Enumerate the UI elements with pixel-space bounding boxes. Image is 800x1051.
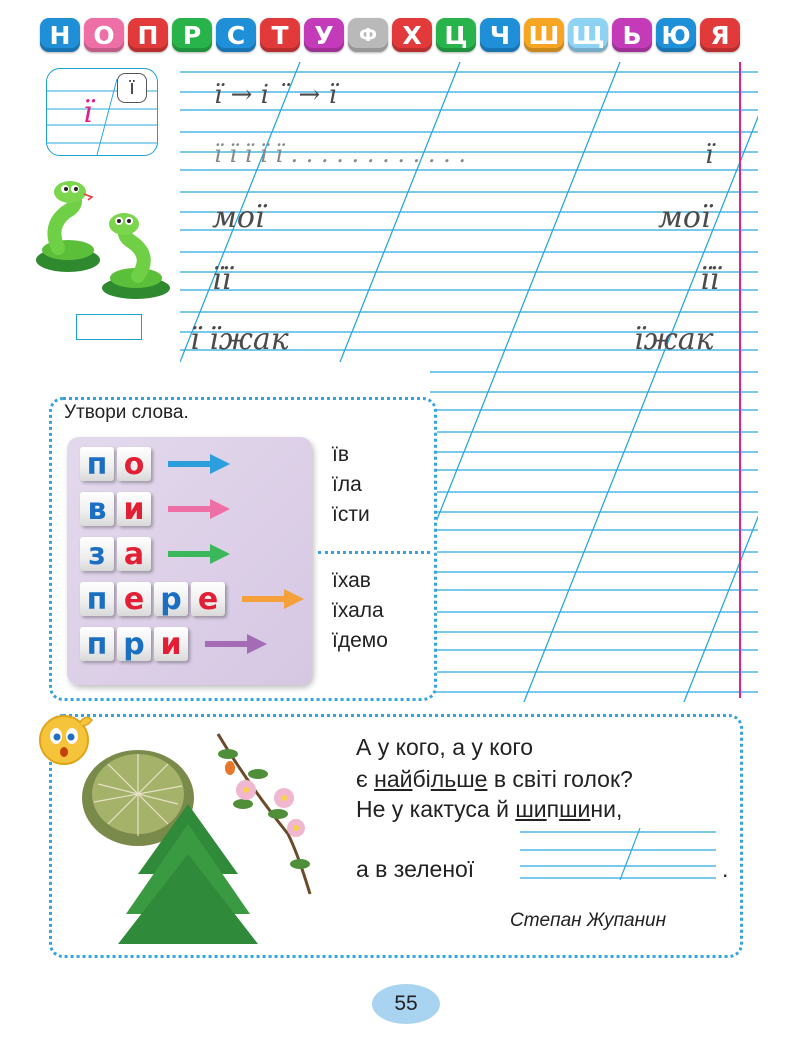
- cursive-row-3-left: мої: [212, 200, 265, 235]
- cursive-row-3-right: мої: [658, 200, 711, 235]
- word-item: їдемо: [332, 629, 388, 652]
- alphabet-tile: Т: [260, 18, 300, 52]
- alphabet-tile: Ю: [656, 18, 696, 52]
- letter-cube: а: [117, 537, 151, 571]
- sample-letter: ї: [83, 95, 93, 130]
- alphabet-tile: О: [84, 18, 124, 52]
- prefix-row: [80, 582, 304, 616]
- letter-badge: ї: [117, 73, 147, 103]
- alphabet-tile: Ь: [612, 18, 652, 52]
- alphabet-tile: Р: [172, 18, 212, 52]
- snakes-illustration: [28, 176, 178, 302]
- alphabet-tile: У: [304, 18, 344, 52]
- answer-write-lines[interactable]: [520, 828, 720, 880]
- letter-cube: р: [154, 582, 188, 616]
- letter-cube: п: [80, 582, 114, 616]
- cursive-row-1: ї → і ¨ → ї: [214, 80, 337, 110]
- cursive-row-4-right: її: [700, 262, 720, 297]
- cursive-row-4-left: її: [212, 262, 232, 297]
- cursive-row-5-right: їжак: [634, 322, 714, 357]
- cursive-row-5-left: ї їжак: [190, 322, 289, 357]
- alphabet-tile: Х: [392, 18, 432, 52]
- poem-line-1: А у кого, а у кого: [356, 734, 534, 760]
- word-item: їв: [332, 443, 349, 466]
- letter-cube: п: [80, 447, 114, 481]
- prefix-row: [80, 447, 230, 481]
- snake-right-icon: [102, 213, 170, 299]
- alphabet-tile: Я: [700, 18, 740, 52]
- arrow-right-icon: [168, 497, 230, 521]
- letter-cube: о: [117, 447, 151, 481]
- word-list-bottom: [332, 566, 388, 656]
- alphabet-tile: С: [216, 18, 256, 52]
- exercise-divider: [318, 551, 430, 554]
- poem-line-4: а в зеленої: [356, 856, 475, 882]
- letter-cube: р: [117, 627, 151, 661]
- cursive-row-2: ї ї ї ї ї . . . . . . . . . . . .: [214, 140, 466, 168]
- word-list-top: [332, 440, 370, 530]
- alphabet-tile: Ц: [436, 18, 476, 52]
- arrow-right-icon: [242, 587, 304, 611]
- letter-cube: е: [191, 582, 225, 616]
- cursive-row-2-end: ї: [705, 140, 714, 170]
- alphabet-strip: [40, 18, 760, 54]
- prefix-row: [80, 537, 230, 571]
- word-item: їсти: [332, 503, 370, 526]
- prefix-row: [80, 492, 230, 526]
- margin-line: [739, 62, 741, 698]
- word-item: їхала: [332, 599, 384, 622]
- prefix-row: [80, 627, 267, 661]
- alphabet-tile: Ш: [524, 18, 564, 52]
- answer-box[interactable]: [76, 314, 142, 340]
- alphabet-tile: Н: [40, 18, 80, 52]
- letter-cube: и: [117, 492, 151, 526]
- snake-left-icon: [36, 181, 100, 272]
- letter-cube: в: [80, 492, 114, 526]
- arrow-right-icon: [168, 452, 230, 476]
- word-item: їхав: [332, 569, 371, 592]
- poem-line-2: є найбільше в світі голок?: [356, 766, 633, 792]
- alphabet-tile: Щ: [568, 18, 608, 52]
- poem-line-4-end: .: [722, 856, 729, 882]
- page-number: 55: [372, 984, 440, 1024]
- word-item: їла: [332, 473, 362, 496]
- poem-author: Степан Жупанин: [510, 910, 667, 931]
- plants-illustration: [78, 724, 348, 948]
- alphabet-tile: П: [128, 18, 168, 52]
- poem-line-3: Не у кактуса й шипшини,: [356, 796, 623, 822]
- exercise-title: Утвори слова.: [64, 402, 189, 423]
- letter-cube: и: [154, 627, 188, 661]
- alphabet-tile: Ф: [348, 18, 388, 52]
- letter-cube: е: [117, 582, 151, 616]
- letter-cube: з: [80, 537, 114, 571]
- letter-cube: п: [80, 627, 114, 661]
- arrow-right-icon: [205, 632, 267, 656]
- arrow-right-icon: [168, 542, 230, 566]
- alphabet-tile: Ч: [480, 18, 520, 52]
